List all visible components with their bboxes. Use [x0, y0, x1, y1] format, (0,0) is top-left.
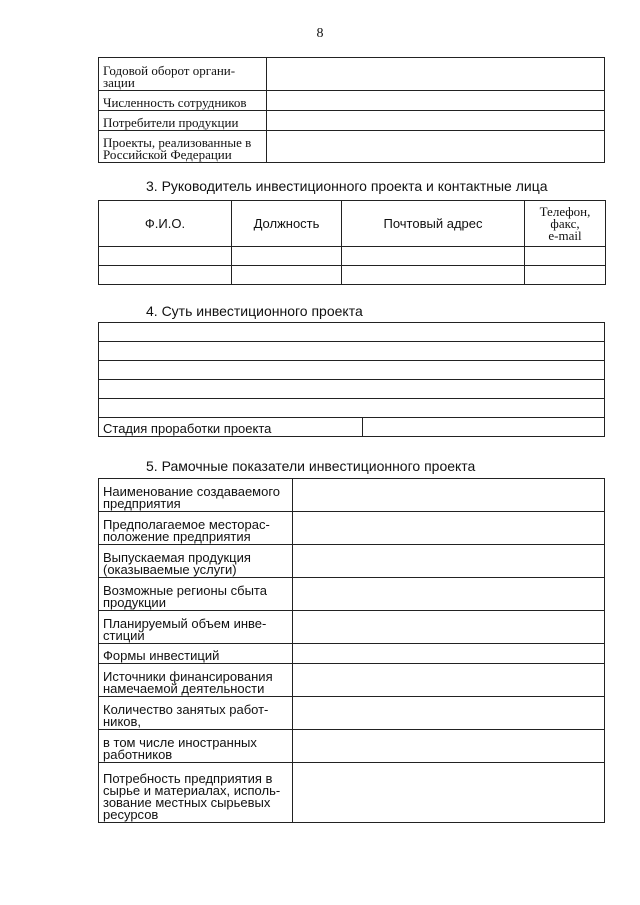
- sales-regions-value-cell[interactable]: [293, 578, 605, 611]
- table-cell[interactable]: [99, 361, 605, 380]
- table-row: [99, 399, 605, 418]
- company-info-table: [98, 57, 605, 163]
- foreign-workers-label: в том числе иностранных работников: [103, 735, 257, 762]
- table-row: [99, 111, 605, 131]
- enterprise-location-value-cell[interactable]: [293, 512, 605, 545]
- financing-sources-label: Источники финансирования намечаемой деятельности: [103, 669, 273, 696]
- products-value-cell[interactable]: [293, 545, 605, 578]
- table-cell[interactable]: [342, 266, 525, 285]
- table-cell[interactable]: [525, 247, 606, 266]
- table-row: [99, 730, 605, 763]
- table-row: [99, 545, 605, 578]
- table-cell[interactable]: [525, 266, 606, 285]
- product-consumers-value-cell[interactable]: [267, 111, 605, 131]
- table-row: [99, 479, 605, 512]
- row-label: [99, 664, 293, 697]
- employees-count-value-cell[interactable]: [293, 697, 605, 730]
- table-cell[interactable]: [99, 380, 605, 399]
- investment-forms-value-cell[interactable]: [293, 644, 605, 664]
- row-label: [99, 512, 293, 545]
- enterprise-location-label: Предполагаемое месторас- положение предприятия: [103, 517, 270, 544]
- table-row: [99, 611, 605, 644]
- row-label: [99, 479, 293, 512]
- row-label: [99, 131, 267, 163]
- table-row: [99, 323, 605, 342]
- row-label: [99, 58, 267, 91]
- table-cell[interactable]: [99, 247, 232, 266]
- investment-forms-label: Формы инвестиций: [103, 648, 220, 663]
- raw-materials-value-cell[interactable]: [293, 763, 605, 823]
- table-row: [99, 91, 605, 111]
- row-label: [99, 644, 293, 664]
- project-essence-table: [98, 322, 605, 437]
- row-label: [99, 611, 293, 644]
- table-row: [99, 664, 605, 697]
- col-header-contacts: Телефон, факс, e-mail: [525, 201, 606, 247]
- employee-count-value-cell[interactable]: [267, 91, 605, 111]
- table-row: [99, 266, 606, 285]
- table-row: [99, 380, 605, 399]
- table-cell[interactable]: [342, 247, 525, 266]
- table-cell[interactable]: [99, 342, 605, 361]
- row-label: [99, 111, 267, 131]
- table-row: [99, 644, 605, 664]
- contacts-table: [98, 200, 606, 285]
- row-label: [99, 730, 293, 763]
- row-label: [99, 578, 293, 611]
- table-row: [99, 131, 605, 163]
- enterprise-name-label: Наименование создаваемого предприятия: [103, 484, 281, 511]
- foreign-workers-value-cell[interactable]: [293, 730, 605, 763]
- project-stage-label: Стадия проработки проекта: [103, 421, 272, 436]
- enterprise-name-value-cell[interactable]: [293, 479, 605, 512]
- row-label: [99, 418, 363, 437]
- project-stage-value-cell[interactable]: [363, 418, 605, 437]
- investment-volume-value-cell[interactable]: [293, 611, 605, 644]
- table-cell[interactable]: [232, 266, 342, 285]
- col-header-name: Ф.И.О.: [99, 201, 232, 247]
- investment-volume-label: Планируемый объем инве- стиций: [103, 616, 267, 643]
- rf-projects-value-cell[interactable]: [267, 131, 605, 163]
- employees-count-label: Количество занятых работ- ников,: [103, 702, 269, 729]
- section-4-title: 4. Суть инвестиционного проекта: [146, 303, 363, 319]
- annual-turnover-label: Годовой оборот органи- зации: [103, 63, 236, 90]
- employee-count-label: Численность сотрудников: [103, 95, 247, 110]
- financing-sources-value-cell[interactable]: [293, 664, 605, 697]
- table-cell[interactable]: [99, 266, 232, 285]
- rf-projects-label: Проекты, реализованные в Российской Федерации: [103, 135, 252, 162]
- table-cell[interactable]: [99, 323, 605, 342]
- product-consumers-label: Потребители продукции: [103, 115, 239, 130]
- section-3-title: 3. Руководитель инвестиционного проекта и контактные лица: [146, 178, 548, 194]
- table-header-row: [99, 201, 606, 247]
- annual-turnover-value-cell[interactable]: [267, 58, 605, 91]
- col-header-position: Должность: [232, 201, 342, 247]
- products-label: Выпускаемая продукция (оказываемые услуги): [103, 550, 251, 577]
- table-row: [99, 512, 605, 545]
- framework-indicators-table: [98, 478, 605, 823]
- table-row: [99, 58, 605, 91]
- table-cell[interactable]: [99, 399, 605, 418]
- row-label: [99, 763, 293, 823]
- table-row: [99, 578, 605, 611]
- page-number: 8: [316, 26, 324, 41]
- table-row: [99, 697, 605, 730]
- col-header-address: Почтовый адрес: [342, 201, 525, 247]
- table-row: [99, 361, 605, 380]
- raw-materials-label: Потребность предприятия в сырье и материалах, исполь- зование местных сырьевых ресурсов: [103, 771, 281, 822]
- section-5-title: 5. Рамочные показатели инвестиционного проекта: [146, 458, 476, 474]
- row-label: [99, 91, 267, 111]
- row-label: [99, 545, 293, 578]
- table-row: [99, 247, 606, 266]
- table-row: [99, 342, 605, 361]
- table-row: [99, 418, 605, 437]
- sales-regions-label: Возможные регионы сбыта продукции: [103, 583, 267, 610]
- table-row: [99, 763, 605, 823]
- table-cell[interactable]: [232, 247, 342, 266]
- row-label: [99, 697, 293, 730]
